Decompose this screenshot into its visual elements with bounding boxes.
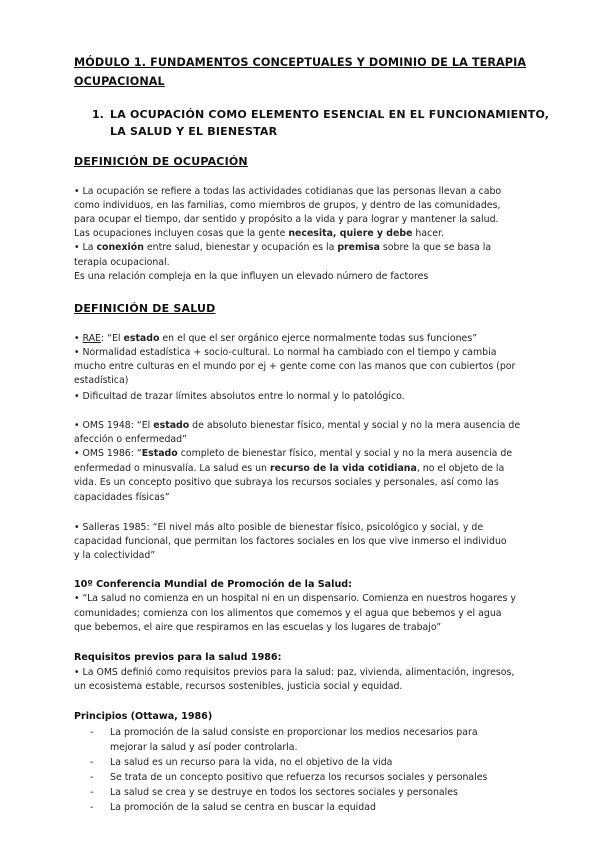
ocupacion-line: terapia ocupacional. [74, 257, 170, 268]
ocupacion-line: Es una relación compleja en la que influyen un elevado número de factores [74, 271, 429, 282]
salud-line: mucho entre culturas en el mundo por ej + gente come con las manos que con cubiertos (por [74, 361, 516, 372]
ocupacion-line: Las ocupaciones incluyen cosas que la gente necesita, quiere y debe hacer. [74, 228, 445, 239]
list-item: mejorar la salud y así poder controlarla. [110, 742, 298, 753]
conferencia-line: que bebemos, el aire que respiramos en las escuelas y los lugares de trabajo” [74, 622, 442, 633]
list-dash: - [90, 772, 94, 783]
oms-1986: enfermedad o minusvalía. La salud es un recurso de la vida cotidiana, no el objeto de la [74, 463, 505, 474]
salleras-quote: • Salleras 1985: “El nivel más alto posible de bienestar físico, psicológico y social, y de [74, 522, 484, 533]
ocupacion-line: • La ocupación se refiere a todas las actividades cotidianas que las personas llevan a cabo [74, 186, 502, 197]
conferencia-heading: 10º Conferencia Mundial de Promoción de la Salud: [74, 579, 352, 590]
module-title-line1: MÓDULO 1. FUNDAMENTOS CONCEPTUALES Y DOMINIO DE LA TERAPIA [74, 56, 527, 69]
list-item: Se trata de un concepto positivo que refuerza los recursos sociales y personales [110, 772, 488, 783]
salud-heading: DEFINICIÓN DE SALUD [74, 302, 216, 315]
salud-line: estadística) [74, 375, 129, 386]
ocupacion-heading: DEFINICIÓN DE OCUPACIÓN [74, 155, 248, 168]
salud-line: • Normalidad estadística + socio-cultural. Lo normal ha cambiado con el tiempo y cambia [74, 347, 497, 358]
list-dash: - [90, 802, 94, 813]
ocupacion-line: como individuos, en las familias, como miembros de grupos, y dentro de las comunidades, [74, 200, 501, 211]
list-dash: - [90, 757, 94, 768]
salleras-quote: y la colectividad” [74, 550, 156, 561]
conferencia-line: comunidades; comienza con los alimentos que comemos y el agua que bebemos y el agua [74, 608, 502, 619]
ocupacion-line: para ocupar el tiempo, dar sentido y propósito a la vida y para lograr y mantener la salud. [74, 214, 499, 225]
list-item: La salud es un recurso para la vida, no el objetivo de la vida [110, 757, 393, 768]
oms-1986: capacidades físicas” [74, 492, 170, 503]
salud-line: • Dificultad de trazar límites absolutos entre lo normal y lo patológico. [74, 391, 405, 402]
requisitos-line: • La OMS definió como requisitos previos para la salud: paz, vivienda, alimentación, ingresos, [74, 667, 515, 678]
salud-rae: • RAE: “El estado en el que el ser orgánico ejerce normalmente todas sus funciones” [74, 333, 478, 344]
principios-heading: Principios (Ottawa, 1986) [74, 711, 213, 722]
section-number: 1. [92, 108, 104, 121]
list-dash: - [90, 787, 94, 798]
list-item: La promoción de la salud consiste en proporcionar los medios necesarios para [110, 727, 478, 738]
list-dash: - [90, 727, 94, 738]
ocupacion-line: • La conexión entre salud, bienestar y ocupación es la premisa sobre la que se basa la [74, 242, 492, 253]
section-title-line1: LA OCUPACIÓN COMO ELEMENTO ESENCIAL EN EL FUNCIONAMIENTO, [110, 108, 550, 121]
oms-1986: • OMS 1986: “Estado completo de bienestar físico, mental y social y no la mera ausencia de [74, 448, 513, 459]
oms-1948: • OMS 1948: “El estado de absoluto bienestar físico, mental y social y no la mera ausencia de [74, 420, 521, 431]
requisitos-line: un ecosistema estable, recursos sostenibles, justicia social y equidad. [74, 681, 403, 692]
module-title-line2: OCUPACIONAL [74, 75, 165, 88]
oms-1986: vida. Es un concepto positivo que subraya los recursos sociales y personales, así como las [74, 477, 499, 488]
list-item: La salud se crea y se destruye en todos los sectores sociales y personales [110, 787, 458, 798]
list-item: La promoción de la salud se centra en buscar la equidad [110, 802, 376, 813]
conferencia-line: • “La salud no comienza en un hospital ni en un dispensario. Comienza en nuestros hogares y [74, 593, 516, 604]
oms-1948: afección o enfermedad” [74, 434, 187, 445]
salleras-quote: capacidad funcional, que permitan los factores sociales en los que vive inmerso el individuo [74, 536, 507, 547]
section-title-line2: LA SALUD Y EL BIENESTAR [110, 125, 278, 138]
requisitos-heading: Requisitos previos para la salud 1986: [74, 652, 282, 663]
